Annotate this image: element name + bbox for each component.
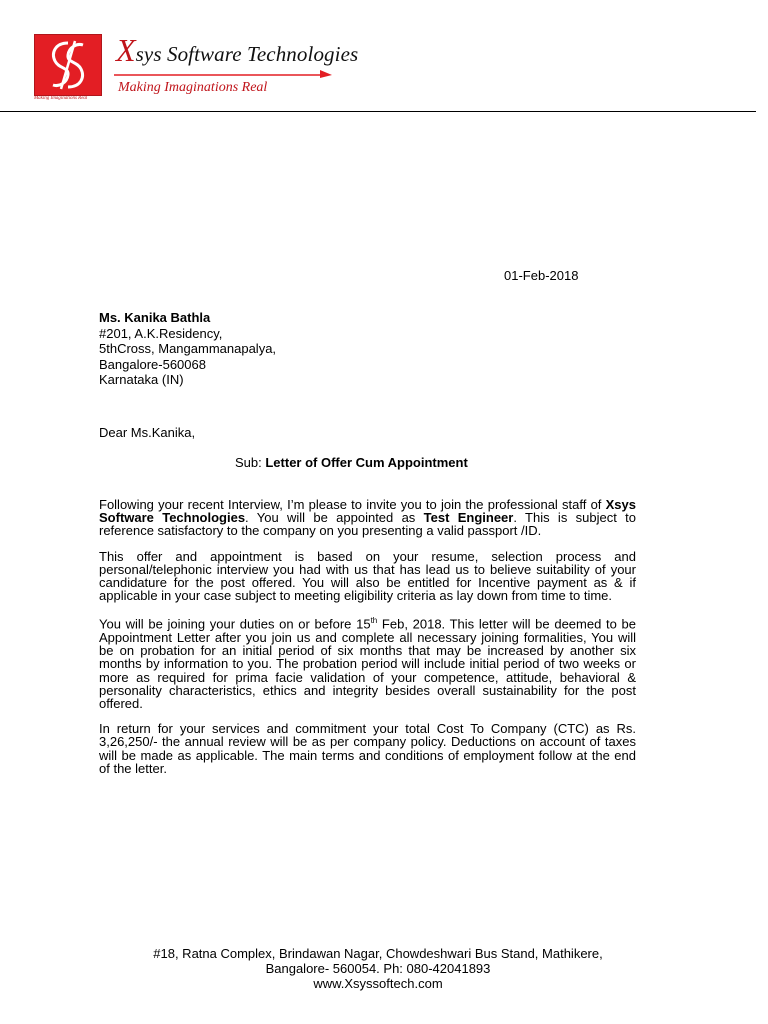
company-name-initial: X (116, 32, 136, 68)
address-line: Karnataka (IN) (99, 372, 184, 387)
subject-line (235, 455, 468, 470)
paragraph-text: Feb, 2018. This letter will be deemed to be Appointment Letter after you join us and complete all necessary joining formalities, You will be on probation for an initial period of six months that may be increased by another six months by information to you. The probation period will include initial period of two weeks or more as required for prima facie validation of your competence, attitude, behavioral & personality characteristics, ethics and integrity besides overall sustainability for the post offered. (99, 616, 636, 711)
paragraph-offer-basis: This offer and appointment is based on your resume, selection process and personal/telephonic interview you had with us that has lead us to believe suitability of your candidature for the post offered. You will also be entitled for Incentive payment as & if applicable in your case subject to meeting eligibility criteria as lay down from time to time. (99, 548, 636, 604)
footer-line: Bangalore- 560054. Ph: 080-42041893 (265, 961, 491, 976)
letter-date: 01-Feb-2018 (504, 268, 579, 283)
footer-line: #18, Ratna Complex, Brindawan Nagar, Chowdeshwari Bus Stand, Mathikere, (153, 946, 603, 961)
job-role: Test Engineer (423, 510, 514, 526)
paragraph-text: Following your recent Interview, I’m please to invite you to join the professional staff of (99, 497, 606, 512)
paragraph-ctc: In return for your services and commitment your total Cost To Company (CTC) as Rs. 3,26,250/- the annual review will be as per company policy. Deductions on account of taxes will be made as applicable. The main terms and conditions of employment follow at the end of the letter. (99, 721, 636, 776)
salutation: Dear Ms.Kanika, (99, 425, 196, 440)
letter-body (99, 498, 636, 787)
paragraph-intro (99, 498, 636, 538)
subject-label: Sub: (235, 455, 266, 470)
company-logo (34, 34, 102, 96)
subject-text: Letter of Offer Cum Appointment (265, 455, 468, 470)
address-line: #201, A.K.Residency, (99, 325, 223, 341)
date-suffix: th (370, 616, 378, 626)
company-name-bold: Xsys Software Technologies (99, 497, 636, 526)
footer-website: www.Xsyssoftech.com (313, 976, 443, 991)
logo-tagline: Making Imaginations Real (34, 96, 88, 101)
paragraph-joining (99, 614, 636, 710)
recipient-address (99, 310, 276, 388)
logo-mark-icon (35, 35, 101, 95)
header-divider (0, 111, 756, 112)
paragraph-text: . This is subject to reference satisfactory to the company on you presenting a valid passport /ID. (99, 510, 636, 539)
address-line: Bangalore-560068 (99, 356, 206, 372)
paragraph-text: You will be joining your duties on or before 15 (99, 616, 371, 632)
recipient-name: Ms. Kanika Bathla (99, 310, 211, 325)
address-line: 5thCross, Mangammanapalya, (99, 341, 277, 356)
company-name-rest: sys Software Technologies (135, 42, 359, 66)
company-name (116, 34, 358, 67)
footer-address (0, 946, 756, 991)
header-arrow-icon (114, 66, 334, 78)
company-tagline: Making Imaginations Real (118, 80, 268, 95)
paragraph-text: . You will be appointed as (245, 510, 424, 526)
